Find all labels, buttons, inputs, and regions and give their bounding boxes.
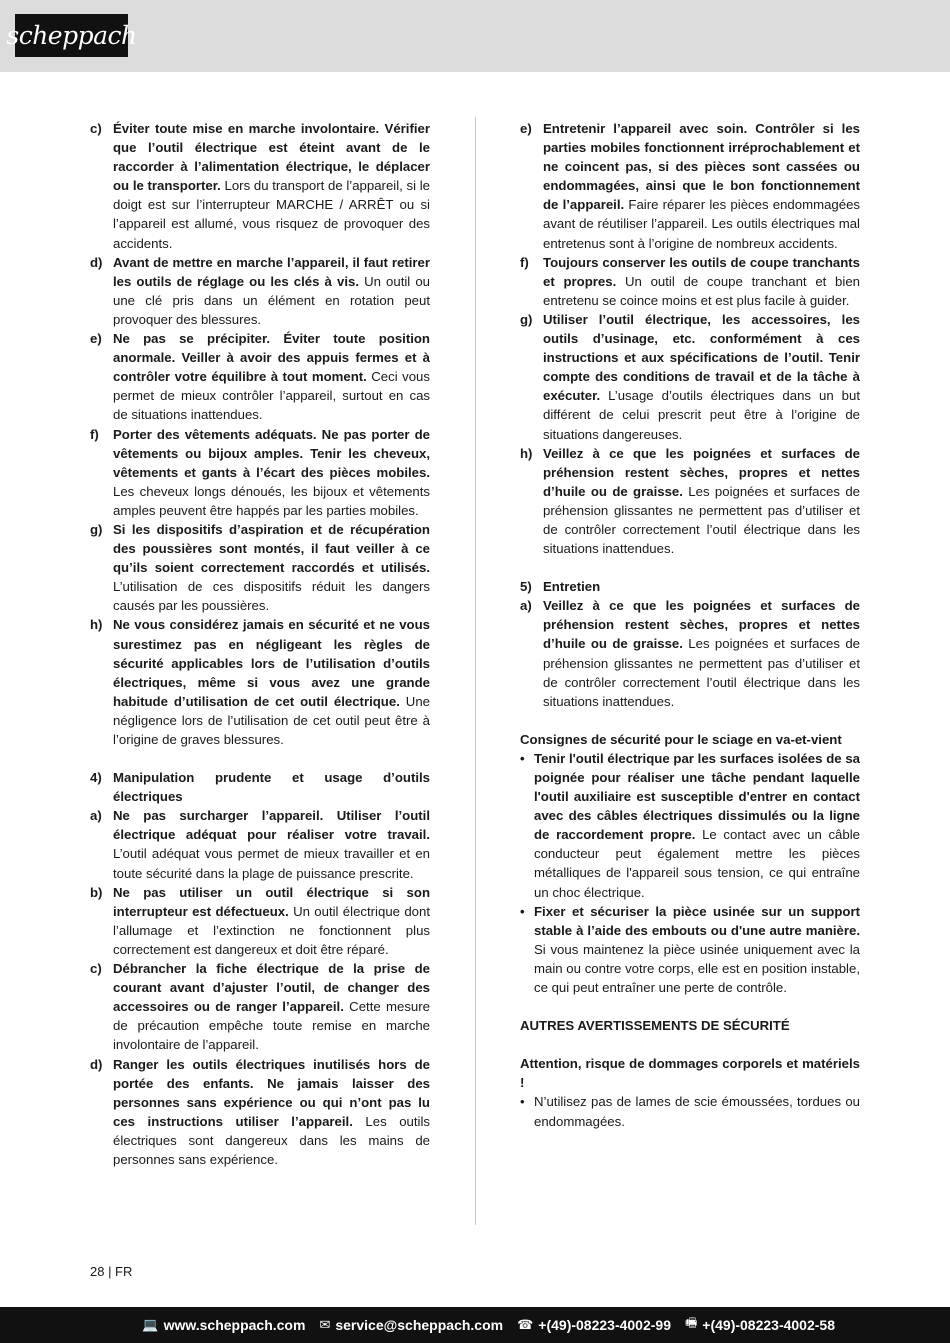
list-item: c) Débrancher la fiche électrique de la prise de courant avant d’ajuster l’outil, de changer des accessoires ou de ranger l’appareil. Cette mesure de précaution empêche toute remise en marche involontaire de l’appareil.: [90, 961, 430, 1053]
sawing-heading: Consignes de sécurité pour le sciage en va-et-vient: [520, 731, 842, 747]
section-heading: 5) Entretien: [520, 579, 601, 595]
list-item: g) Utiliser l’outil électrique, les accessoires, les outils d’usinage, etc. conformément à ces instructions et aux spécifications de l’outil. Tenir compte des conditions de travail et de la tâche à exécuter. L’usage d’outils électriques dans un but différent de celui prescrit peut être à l’origine de situations dangereuses.: [520, 311, 860, 442]
contact-footer: [0, 1307, 950, 1343]
fax-number: 🖷 +(49)-08223-4002-58: [685, 1314, 835, 1336]
column-divider: [475, 117, 476, 1225]
bullet-item: • Fixer et sécuriser la pièce usinée sur un support stable à l’aide des embouts ou d'une autre manière. Si vous maintenez la pièce usinée uniquement avec la main ou contre votre corps, elle est en position instable, ce qui peut entraîner une perte de contrôle.: [520, 903, 860, 996]
list-item: e) Ne pas se précipiter. Éviter toute position anormale. Veiller à avoir des appuis fermes et à contrôler votre équilibre à tout moment. Ceci vous permet de mieux contrôler l’appareil, surtout en cas de situations inattendues.: [90, 331, 430, 423]
list-item: e) Entretenir l’appareil avec soin. Contrôler si les parties mobiles fonctionnent irréprochablement et ne coincent pas, si des pièces sont cassées ou endommagées, ainsi que le bon fonctionnement de l’appareil. Faire réparer les pièces endommagées avant de réutiliser l’appareil. Les outils électriques mal entretenus sont à l’origine de nombreux accidents.: [520, 121, 860, 251]
page-header: [0, 0, 950, 72]
page-number: 28 | FR: [90, 1264, 133, 1279]
brand-logo: scheppach: [15, 14, 128, 57]
fax-icon: 🖷: [685, 1315, 698, 1330]
right-column: [520, 119, 860, 1131]
phone-number[interactable]: ☎ +(49)-08223-4002-99: [517, 1317, 671, 1333]
attention-heading: Attention, risque de dommages corporels et matériels !: [520, 1056, 860, 1091]
computer-icon: 💻: [142, 1317, 159, 1332]
left-column: [90, 119, 430, 1169]
list-item: d) Avant de mettre en marche l’appareil, il faut retirer les outils de réglage ou les clés à vis. Un outil ou une clé pris dans un élément en rotation peut provoquer des blessures.: [90, 254, 430, 327]
list-item: b) Ne pas utiliser un outil électrique si son interrupteur est défectueux. Un outil électrique dont l’allumage et l’extinction ne fonctionnent plus correctement est dangereux et doit être réparé.: [90, 884, 430, 957]
list-item: d) Ranger les outils électriques inutilisés hors de portée des enfants. Ne jamais laisser des personnes sans expérience ou qui n’ont pas lu ces instructions utiliser l’appareil. Les outils électriques sont dangereux dans les mains de personnes sans expérience.: [90, 1056, 430, 1167]
list-item: f) Toujours conserver les outils de coupe tranchants et propres. Un outil de coupe tranchant et bien entretenu se coince moins et est plus facile à guider.: [520, 254, 860, 308]
section-heading: 4) Manipulation prudente et usage d’outils électriques: [90, 770, 430, 805]
bullet-item: • Tenir l'outil électrique par les surfaces isolées de sa poignée pour réaliser une tâche pendant laquelle l'outil auxiliaire est susceptible d'entrer en contact avec des câbles électriques dissimulés ou la ligne de raccordement propre. Le contact avec un câble conducteur peut également mettre les pièces métalliques de l'appareil sous tension, ce qui entraîne un choc électrique.: [520, 750, 860, 900]
other-warnings-heading: AUTRES AVERTISSEMENTS DE SÉCURITÉ: [520, 1018, 790, 1034]
list-item: g) Si les dispositifs d’aspiration et de récupération des poussières sont montés, il faut veiller à ce qu’ils soient correctement raccordés et utilisés. L’utilisation de ces dispositifs réduit les dangers causés par les poussières.: [90, 521, 430, 614]
list-item: c) Éviter toute mise en marche involontaire. Vérifier que l’outil électrique est éteint avant de le raccorder à l’alimentation électrique, le déplacer ou le transporter. Lors du transport de l’appareil, si le doigt est sur l’interrupteur MARCHE / ARRÊT ou si l’appareil est allumé, vous risquez de provoquer des accidents.: [90, 121, 430, 251]
list-item: a) Ne pas surcharger l’appareil. Utiliser l’outil électrique adéquat pour réaliser votre travail. L’outil adéquat vous permet de mieux travailler et en toute sécurité dans la plage de puissance prescrite.: [90, 808, 430, 881]
envelope-icon: ✉: [319, 1317, 331, 1332]
bullet-item: • N’utilisez pas de lames de scie émoussées, tordues ou endommagées.: [520, 1094, 860, 1129]
list-item: a) Veillez à ce que les poignées et surfaces de préhension restent sèches, propres et nettes d’huile ou de graisse. Les poignées et surfaces de préhension glissantes ne permettent pas d’utiliser et de contrôler correctement l’outil électrique dans les situations inattendues.: [520, 598, 860, 709]
list-item: h) Veillez à ce que les poignées et surfaces de préhension restent sèches, propres et nettes d’huile ou de graisse. Les poignées et surfaces de préhension glissantes ne permettent pas d’utiliser et de contrôler correctement l’outil électrique dans les situations inattendues.: [520, 445, 860, 557]
list-item: h) Ne vous considérez jamais en sécurité et ne vous surestimez pas en négligeant les règles de sécurité applicables lors de l’utilisation d’outils électriques, même si vous avez une grande habitude d’utilisation de cet outil électrique. Une négligence lors de l’utilisation de cet outil peut être à l’origine de graves blessures.: [90, 617, 430, 747]
list-item: f) Porter des vêtements adéquats. Ne pas porter de vêtements ou bijoux amples. Tenir les cheveux, vêtements et gants à l’écart des pièces mobiles. Les cheveux longs dénoués, les bijoux et vêtements amples peuvent être happés par les parties mobiles.: [90, 426, 430, 518]
website-link[interactable]: 💻 www.scheppach.com: [142, 1317, 306, 1333]
email-link[interactable]: ✉ service@scheppach.com: [319, 1317, 504, 1333]
phone-icon: ☎: [517, 1317, 534, 1332]
